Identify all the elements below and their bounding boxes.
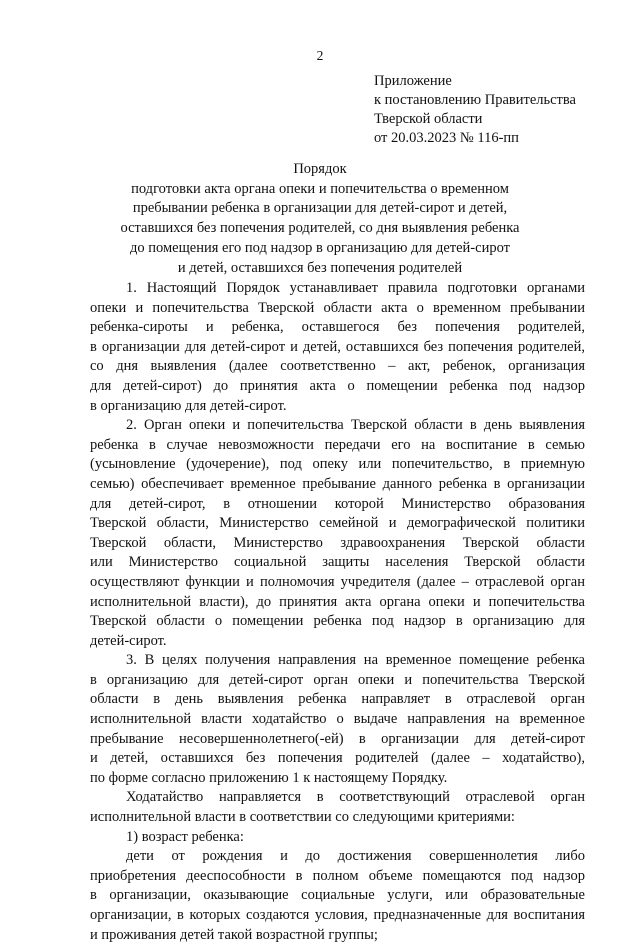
paragraph-line: Тверской области, Министерство здравоохранения Тверской области: [90, 534, 585, 551]
paragraph-line: для детей-сирот, в отношении которой Министерство образования: [90, 495, 585, 512]
paragraph-line: детей-сирот.: [90, 632, 167, 649]
appendix-line: Приложение: [374, 73, 452, 89]
paragraph: [90, 416, 585, 651]
paragraph-line: Ходатайство направляется в соответствующий отраслевой орган: [126, 789, 585, 806]
paragraph-line: Тверской области о помещении ребенка под надзор в организацию для: [90, 613, 585, 630]
appendix-line: к постановлению Правительства: [374, 92, 576, 108]
paragraph-line: (усыновление (удочерение), под опеку или попечительство, в приемную: [90, 456, 585, 473]
document-body: [90, 279, 585, 945]
paragraph-line: или Министерство социальной защиты населения Тверской области: [90, 554, 585, 571]
page-number: 2: [316, 48, 324, 63]
paragraph-line: в организации для детей-сирот и детей, оставшихся без попечения родителей,: [90, 338, 585, 355]
title-line: и детей, оставшихся без попечения родителей: [177, 259, 463, 276]
paragraph-line: 1. Настоящий Порядок устанавливает правила подготовки органами: [126, 280, 585, 296]
paragraph-line: приобретения дееспособности в полном объеме помещаются под надзор: [90, 867, 585, 884]
paragraph-line: ребенка в случае невозможности передачи его на воспитание в семью: [90, 436, 585, 453]
appendix-line: Тверской области: [374, 111, 483, 127]
paragraph: [90, 651, 585, 788]
paragraph-line: исполнительной власти ходатайство о выдаче направления на временное: [90, 711, 585, 728]
paragraph: [90, 279, 585, 416]
paragraph-line: области в день выявления ребенка направляет в отраслевой орган: [90, 691, 585, 708]
title-line: Порядок: [293, 161, 347, 177]
paragraph-line: исполнительной власти в соответствии со следующими критериями:: [90, 809, 515, 826]
paragraph-line: и детей, оставшихся без попечения родителей (далее – ходатайство),: [90, 750, 585, 767]
paragraph-line: в организацию для детей-сирот.: [90, 397, 287, 414]
paragraph-line: по форме согласно приложению 1 к настоящему Порядку.: [90, 769, 448, 786]
paragraph-line: и проживания детей такой возрастной группы;: [90, 926, 378, 943]
title-line: до помещения его под надзор в организацию для детей-сирот: [130, 239, 510, 256]
paragraph-line: 3. В целях получения направления на временное помещение ребенка: [126, 652, 585, 669]
paragraph-line: опеки и попечительства Тверской области акта о временном пребывании: [90, 299, 585, 316]
paragraph-line: пребывание несовершеннолетнего(-ей) в организации для детей-сирот: [90, 730, 585, 747]
paragraph-line: 1) возраст ребенка:: [126, 828, 244, 845]
paragraph-line: в организацию для детей-сирот орган опеки и попечительства Тверской: [90, 671, 585, 688]
paragraph-line: ребенка-сироты и ребенка, оставшегося без попечения родителей,: [90, 319, 585, 336]
paragraph-line: исполнительной власти), до принятия акта органа опеки и попечительства: [90, 593, 585, 610]
document-title: [40, 160, 600, 278]
paragraph-line: со дня выявления (далее соответственно – акт, ребенок, организация: [90, 358, 585, 375]
paragraph-line: 2. Орган опеки и попечительства Тверской области в день выявления: [126, 417, 585, 434]
paragraph-line: семью) обеспечивает временное пребывание данного ребенка в организации: [90, 475, 585, 492]
appendix-header: [374, 72, 624, 148]
paragraph-line: дети от рождения и до достижения совершеннолетия либо: [126, 848, 585, 865]
paragraph: [90, 828, 585, 848]
paragraph: [90, 788, 585, 827]
paragraph-line: в организации, оказывающие социальные услуги, или образовательные: [90, 887, 585, 904]
appendix-line: от 20.03.2023 № 116-пп: [374, 130, 519, 146]
paragraph-line: организации, в которых создаются условия, предназначенные для воспитания: [90, 907, 585, 923]
paragraph-line: для детей-сирот) до принятия акта о помещении ребенка под надзор: [90, 377, 585, 394]
paragraph: [90, 847, 585, 945]
title-line: пребывании ребенка в организации для детей-сирот и детей,: [132, 200, 508, 217]
title-line: оставшихся без попечения родителей, со дня выявления ребенка: [120, 220, 520, 237]
title-line: подготовки акта органа опеки и попечительства о временном: [131, 180, 509, 197]
paragraph-line: осуществляют функции и полномочия учредителя (далее – отраслевой орган: [90, 573, 585, 590]
paragraph-line: Тверской области, Министерство семейной и демографической политики: [90, 515, 585, 532]
